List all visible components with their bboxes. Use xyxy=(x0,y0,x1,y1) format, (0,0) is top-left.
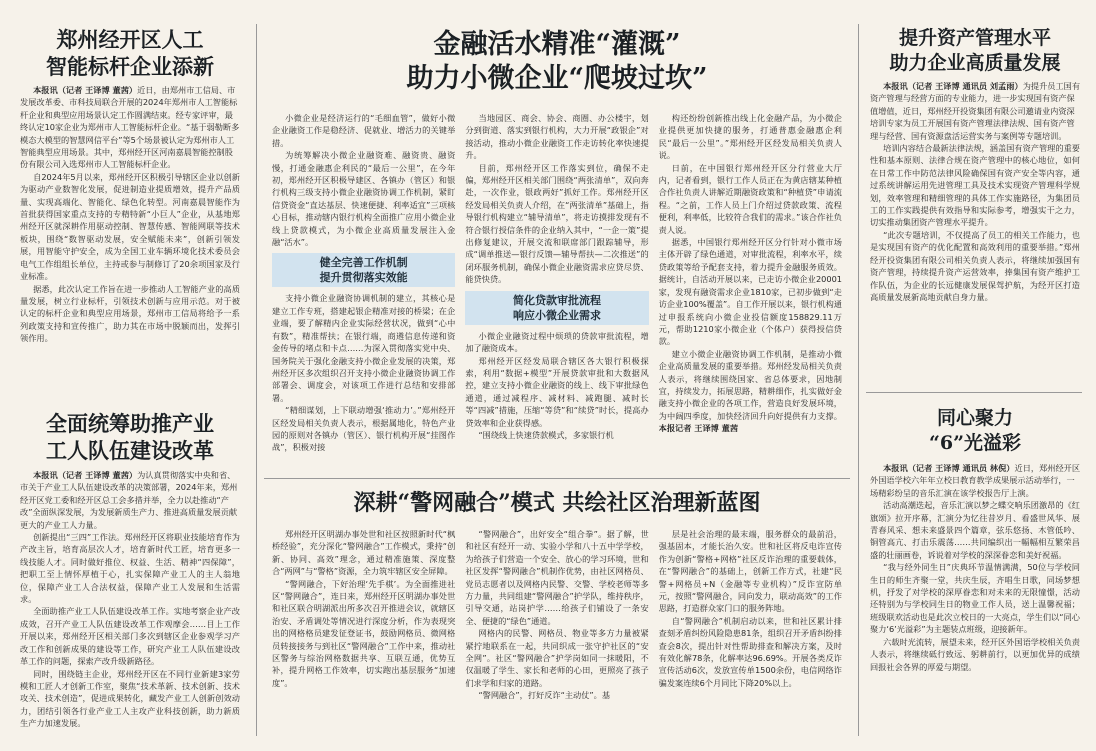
paragraph: 层是社会治理的最末端，服务群众的最前沿，强基固本，才能长治久安。世和社区将反电诈宣传作为创新“警格+网格”社区反诈治理的重要载体，在“警网融合”的基础上，创新工作方式，社建“民警+网格员+N（金融等专业机构）”反诈宣防单元，按照“警网融合，同向发力，联动高效”的工作思路，打造群众家门口的服务阵地。 xyxy=(658,529,842,614)
title-line-2: 工人队伍建设改革 xyxy=(46,438,214,463)
paragraph-text: 建立小微企业融资协调工作机制，是推动小微企业高质量发展的重要举措。郑州经发局相关负责人表示，将继续围绕国家、省总体要求，因地制宜，持续发力，拓展思路，精耕细作，扎实做好金融支持小微企业的各项工作，营造良好发展环境，为中阔四季度，加快经济回升向好提供有力支撑。 xyxy=(658,348,842,421)
title-line-2: 助力小微企业“爬坡过坎” xyxy=(406,63,708,94)
article-school-anniversary-title xyxy=(870,406,1080,456)
byline-tag: 本报讯 xyxy=(883,81,908,91)
title-line-2: 智能标杆企业添新 xyxy=(46,54,214,79)
paragraph: 近日，郑州经开区外国语学校六年年立校日教育教学成果展示活动举行，一场精彩纷呈的音乐汇演在该学校报告厅上演。 xyxy=(870,463,1080,498)
subheading-line-2: 响应小微企业需求 xyxy=(512,308,601,322)
byline-tag: 本报讯 xyxy=(33,85,58,95)
paragraph: 自“警网融合”机制启动以来，世和社区累计排查刻矛盾纠纷风险隐患81条，组织召开矛盾纠纷排查会8次，提出针对性帮助排查和解决方案，及时有效化解78条，化解率达96.69%。开展各类反诈宣传活动6次，发放宣传单1500余份，电信网络诈骗发案连续6个月同比下降20%以上。 xyxy=(658,615,842,688)
signature: 本报记者 王译博 董茜 xyxy=(658,423,739,434)
paragraph: “此次专题培训，不仅提高了员工的相关工作能力，也是实现国有资产的优化配置和高效利用的重要举措。”郑州经开投资集团有限公司相关负责人表示，将继续加强国有资产管理，持续提升资产运营效率，捧集国有资产维护工作队伍，为企业的长远健康发展保驾护航，为经开区打造高质量发展新高地贡献自身力量。 xyxy=(870,229,1080,302)
paragraph: 活动高潮迭起，音乐汇演以梦之蝶交响乐团激昂的《红旗颂》拉开序幕，汇演分为忆往昔岁月、看盛世风华、展青春风采、想未来盛景四个篇章，弦乐悠扬、木管低吟、铜管高亢、打击乐震荡……共同编织出一幅幅相互繁荣昌盛的壮丽画卷，诉说着对学校的深深眷恋和美好祝福。 xyxy=(870,500,1080,560)
paragraph: “警网融合，下好治理‘先手棋’。为全面推进社区“警网融合”，连日来，郑州经开区明湖办事处世和社区联合明湖派出所多次召开推进会议，就辖区治安、矛盾调处等情况进行深度分析，作为表现突出的网格格员建发征登证书，鼓励网格员、微网格员转接接务与到社区“警网融合”工作中来，推动社区警务与综治网格数据共享、互联互通，优势互补，提升网格工作效率，切实跑出基层服务“加速度”。 xyxy=(272,578,456,688)
title-line-2: “6”光溢彩 xyxy=(928,432,1022,454)
article-asset-management xyxy=(870,26,1080,386)
paragraph: 郑州经开区经发局联合辖区各大银行积极探索，利用“数据+模型”开展贷款审批和大数据风控，建立支持小微企业融资的线上、线下审批绿色通道，通过减程序、减材料、减跑腿、减时长等“四减”措施，压缩“等贷”和“续贷”时长，提高办贷效率和企业获得感。 xyxy=(465,355,649,428)
article-police-grid xyxy=(268,484,846,742)
paragraph: “精细谋划，上下联动增强‘推动力’。”郑州经开区经发局相关负责人表示，根据属地化，特色产业园的原则对各镇办（管区）、银行机构开展“挂图作战”，积极对接 xyxy=(272,405,456,453)
byline xyxy=(20,84,240,171)
byline xyxy=(870,462,1080,499)
title-line-1: 同心聚力 xyxy=(936,407,1013,429)
paragraph: 支持小微企业融资协调机制的建立，其核心是建立工作专班，搭建起银企精准对接的桥梁；在企业端，要了解精内企业实际经营状况，做到“心中有数”，精准帮扶；在银行端，商遴信息传递和资金传导的堵点和卡点……为深入贯彻落实党中央、国务院关于强化金融支持小微企业发展的决策，郑州经开区多次组织召开支持小微企业融资协调工作部署会、调度会，对该项工作进行总结和安排部署。 xyxy=(272,293,456,403)
paragraph: 据悉，中国银行郑州经开区分行针对小微市场主体开辟了绿色通道，对审批流程，利率水平，续贷政策等给予配套支持，着力提升金融服务质效。据统计，自活动开展以来，已走访小微企业20001家，发现有融资需求企业1810家，已初步做到“走访企业100%覆盖”。自工作开展以来，银行机构通过申报系统向小微企业投信额度158829.11万元，帮助1210家小微企业（个体户）获得授信贷款。 xyxy=(658,237,842,347)
byline-tag: 本报讯 xyxy=(883,463,908,473)
article-police-grid-title xyxy=(268,488,846,518)
section-divider xyxy=(866,392,1082,393)
byline xyxy=(870,80,1080,142)
column-3 xyxy=(659,112,842,468)
paragraph: 培训内容结合最新法律法规，涵盖国有资产管理的重要性和基本原则、法律合规在资产管理中的核心地位，如何在日常工作中防范法律风险确保国有资产安全等内容，通过系统讲解运用先进管理工具及技术实现资产管理科学规划，效率管理和精细管理的具体工作实施路径，为集团员工的工作实践提供有效指导和实际参考，增强实干之力，切实推动集团资产管理水平提升。 xyxy=(870,143,1080,228)
article-ai-benchmark xyxy=(20,26,240,378)
paragraph: 六载时光流转，展望未来，经开区外国语学校相关负责人表示，将继续砥行致远、躬耕前行，以更加优异的成绩回报社会各界的厚爱与期望。 xyxy=(870,636,1080,672)
subheading xyxy=(272,253,455,287)
paragraph: 据悉，此次认定工作旨在进一步推动人工智能产业的高质量发展，树立行业标杆，引领技术创新与应用示范。对于被认定的标杆企业和典型应用场景，郑州市工信局将给予一系列政策支持和宣传推广，助力其在市场中脱颖而出，发挥引领作用。 xyxy=(20,283,240,344)
title-line-1: 全面统筹助推产业 xyxy=(46,411,214,436)
byline-tag: 本报讯 xyxy=(33,470,58,480)
paragraph: 网格内的民警、网格员、物业等多方力量被紧紧拧地联系在一起，共同织成一张守护社区的“安全网”。社区“警网融合”护学岗如同一抹暖阳，不仅温暖了学生、家长和老师的心田，更照亮了孩子们求学和归家的道路。 xyxy=(465,628,649,688)
paragraph: 为统筹解决小微企业融资难、融资贵、融资慢，打通金融惠企利民的“最后一公里”，在今年初，郑州经开区积极导建区、各镇办（管区）和银行机构三级支持小微企业融资协调工作机制，紧盯信贷资金“直达基层、快速便捷、利率适宜”三项核心目标，推动辖内银行机构全面推广应用小微企业线上贷款模式，为小微企业高质量发展注入金融“活水”。 xyxy=(272,150,456,248)
title-line-2: 助力企业高质量发展 xyxy=(889,52,1061,74)
subheading-line-1: 健全完善工作机制 xyxy=(319,256,408,270)
paragraph: 为提升员工国有资产管理与经营方面的专业能力，进一步实现国有资产保值增值，近日，郑州经开投资集团有限公司邀请业内资深培训专家为员工开展国有资产管理法律法规、国有资产管理与经营、国有资源盘活运营实务与案例等专题培训。 xyxy=(870,81,1080,141)
column-divider xyxy=(858,24,859,736)
article-industrial-workers xyxy=(20,410,240,742)
paragraph: 小微企业融资过程中烦琐的贷款审批流程，增加了融资成本。 xyxy=(465,330,649,354)
byline-author: （记者 王译博 董茜） xyxy=(57,470,138,480)
byline-author: （记者 王译博 通讯员 林倪） xyxy=(907,463,1015,473)
paragraph: “警网融合”，出好安全“组合拳”。据了解，世和社区有经开一动、实验小学和八十五中学学校，为给孩子们营造一个安全、放心的学习环境，世和社区发挥“警网融合”机制作优势，由社区网格员、党员志愿者以及网格内民警、交警、学校老师等多方力量，共同组建“警网融合”护学队，维持秩序，引导交通，站岗护学……给孩子们铺设了一条安全、便捷的“绿色”通道。 xyxy=(465,529,649,626)
column-2 xyxy=(465,112,648,468)
section-divider xyxy=(264,478,850,479)
subheading xyxy=(465,291,648,325)
paragraph: “警网融合”，打好反诈“主动仗”。基 xyxy=(478,690,611,701)
paragraph: “我与经外同生日”庆典环节温情满满，50位与学校同生日的师生齐聚一堂，共庆生辰，齐唱生日歌，同场梦想机，抒发了对学校的深厚眷恋和对未来的无限憧憬，活动还特别为与学校同生日的物业工作人员，送上温馨祝福；班级联欢活动也是此次立校日的一大亮点，学生们以“同心聚力‘6’光溢彩”为主题装点班级，迎接新年。 xyxy=(870,562,1080,635)
paragraph: 同时，围绕链主企业，郑州经开区在不同行业新建3家劳模和工匠人才创新工作室，聚焦“技术革新、技术创新、技术攻关、技术创造”，促进成果转化，藏发产业工人创新创效动力，团结引领各行业产业工人主攻产业科技创新，助力新质生产力加速发展。 xyxy=(20,668,240,729)
paragraph: “围绕线上快速贷款模式，多家银行机 xyxy=(478,429,614,440)
paragraph: 创新提出“三四”工作法。郑州经开区将职业技能培育作为产改主旨，培育高层次人才，培育新时代工匠，培育更多一线技能人才。同时做好推位、权益、生活、精神“四保障”，把职工至上情怀厚植于心，扎实保障产业工人的主人翁地位，保障产业工人合法权益，保障产业工人发展和生活需求。 xyxy=(20,532,240,605)
paragraph xyxy=(659,348,842,435)
article-finance xyxy=(268,24,846,472)
paragraph: 目前，郑州经开区工作落实到位，确保不走偏，郑州经开区相关部门围绕“两张清单”，双向奔赴，一次作业，银政两好”抓好工作。郑州经开区经发局相关负责人介绍，在“两张清单”基础上，指导银行机构建立“辅导清单”，将走访摸排发现有不符合银行授信条件的企业纳入其中，“一企一策”提出修复建议，开展交流和联席部门跟踪辅导，形成“调单推送—银行反馈—辅导帮扶—二次推送”的闭环服务机制，确保小微企业融资需求应贷尽贷、能贷快贷。 xyxy=(465,162,649,285)
article-finance-columns xyxy=(272,112,842,468)
paragraph: 自2024年5月以来，郑州经开区积极引导辖区企业以创新为驱动产业数智化发展，促进制造业提质增效，提升产品质量、实现高端化、智能化、绿色化转型。河南嘉晨智能作为首批获得国家重点支持的专精特新“小巨人”企业，从基地郑州经开区就深耕作用驱动控制、智慧传感、智能网联等技术板块，围绕“数智驱动发展，安全赋能未来”，创新引领发展，用智能守护安全，成为全国工业车辆环境化技术委员会电气工作组组长单位，主持或参与制修订了20余项国家及行业标准。 xyxy=(20,171,240,282)
article-industrial-workers-title xyxy=(20,410,240,464)
article-school-anniversary xyxy=(870,398,1080,742)
paragraph: 为认真贯彻落实中央和省、市关于产业工人队伍建设改革的决策部署，2024年来，郑州经开区党工委和经开区总工会多措并举，全力以赴推动“产改”全面纵深发展，为发展新质生产力、推进高质量发展贡献更大的产业工人力量。 xyxy=(20,470,238,530)
paragraph: 小微企业是经济运行的“毛细血管”，做好小微企业融资工作是稳经济、促就业、增活力的关键举措。 xyxy=(272,113,456,148)
paragraph: 全面助推产业工人队伍建设改革工作。实地考察企业产改成效，召开产业工人队伍建设改革工作观摩会……目上工作开展以来，郑州经开区相关部门多次到辖区企业参观学习产改工作和创新成果的建设等工作，研究产业工人队伍建设改革工作的问题，探索产改升级新路径。 xyxy=(20,606,240,667)
paragraph: 日前，在中国银行郑州经开区分行营业大厅内，记者看到，银行工作人员正在为黄店辖某种植合作社负责人讲解近期融资政策和“种植贷”申请流程。“之前，工作人员上门介绍过贷款政策、流程便利，利率低，比较符合我们的需求。”该合作社负责人说。 xyxy=(658,162,842,235)
paragraph: 构还纷纷创新推出线上化金融产品，为小微企业提供更加快捷的服务，打通普惠金融惠企利民“最后一公里”。”郑州经开区经发局相关负责人说。 xyxy=(658,113,842,161)
article-asset-management-title xyxy=(870,26,1080,76)
column-divider xyxy=(256,24,257,736)
column-1 xyxy=(272,112,455,468)
title-line-1: 金融活水精准“灌溉” xyxy=(433,29,681,60)
byline-author: （记者 王译博 董茜） xyxy=(57,85,138,95)
article-police-grid-columns xyxy=(272,528,842,738)
article-ai-benchmark-title xyxy=(20,26,240,80)
title-line-1: 提升资产管理水平 xyxy=(898,27,1051,49)
subheading-line-2: 提升贯彻落实效能 xyxy=(319,271,408,285)
column-2 xyxy=(465,528,648,738)
subheading-line-1: 简化贷款审批流程 xyxy=(512,293,601,307)
paragraph: 郑州经开区明湖办事处世和社区按照新时代“枫桥经验”，充分深化“警网融合”工作模式，秉持“创新、协同、高效”理念，通过精准施策、深度整合“两网”与“警格”资源，全力筑牢辖区安全屏障。 xyxy=(272,529,456,577)
paragraph: 近日，由郑州市工信局、市发展改革委、市科技局联合开展的2024年郑州市人工智能标杆企业和典型应用场景认定工作圆满结束。经专家评审，最终认定10家企业为郑州市人工智能标杆企业。“基于弱勒断多模态大模型的智慧网信平台”等5个场景被认定为郑州市人工智能典型应用场景。其中，郑州经开区河南嘉晨智能控制股份有限公司入选郑州市人工智能标杆企业。 xyxy=(20,85,240,170)
column-1 xyxy=(272,528,455,738)
title-line-1: 深耕“警网融合”模式 共绘社区治理新蓝图 xyxy=(353,490,761,516)
byline xyxy=(20,469,240,531)
byline-author: （记者 王译博 通讯员 刘孟雨） xyxy=(907,81,1023,91)
title-line-1: 郑州经开区人工 xyxy=(56,27,204,52)
article-finance-title xyxy=(268,28,846,96)
paragraph: 当地园区、商会、协会、商圈、办公楼宇，划分到街道、落实到银行机构，大力开展“政银企”对接活动，推动小微企业融资工作走访转化率快速提升。 xyxy=(465,113,649,161)
column-3 xyxy=(659,528,842,738)
